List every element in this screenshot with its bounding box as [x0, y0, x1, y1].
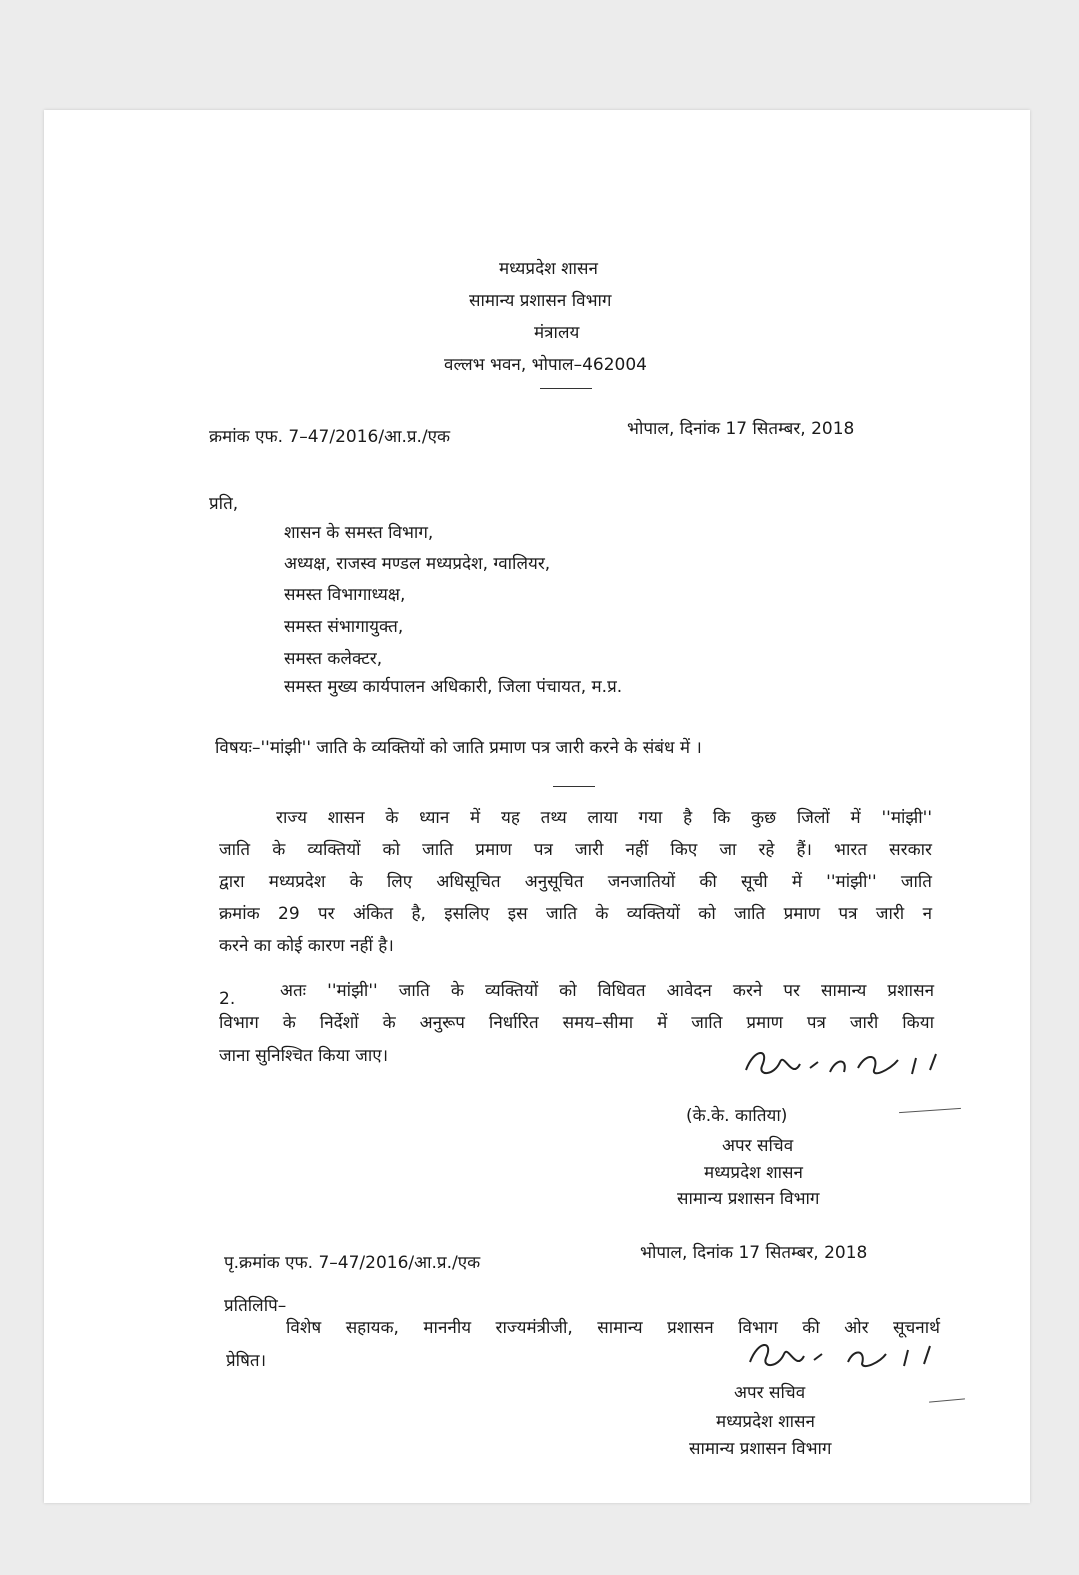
handwritten-signature-2 — [744, 1332, 944, 1389]
subject-divider — [553, 786, 595, 787]
paragraph1-line3: द्वारा मध्यप्रदेश के लिए अधिसूचित अनुसूचित जनजातियों की सूची में ''मांझी'' जाति — [219, 872, 932, 892]
paragraph1-line4: क्रमांक 29 पर अंकित है, इसलिए इस जाति के व्यक्तियों को जाति प्रमाण पत्र जारी न — [219, 904, 932, 924]
endorsement-number: पृ.क्रमांक एफ. 7–47/2016/आ.प्र./एक — [224, 1253, 481, 1273]
paragraph1-line5: करने का कोई कारण नहीं है। — [219, 936, 394, 956]
copy-label: प्रतिलिपि– — [224, 1296, 287, 1316]
signature-stroke-2 — [929, 1398, 965, 1402]
paragraph2-line1: अतः ''मांझी'' जाति के व्यक्तियों को विधिवत आवेदन करने पर सामान्य प्रशासन — [280, 981, 934, 1001]
reference-number: क्रमांक एफ. 7–47/2016/आ.प्र./एक — [209, 427, 451, 447]
endorsement-place-date: भोपाल, दिनांक 17 सितम्बर, 2018 — [640, 1243, 868, 1263]
document-page — [44, 110, 1030, 1503]
recipient-1: शासन के समस्त विभाग, — [284, 523, 434, 543]
paragraph2-line2: विभाग के निर्देशों के अनुरूप निर्धारित समय–सीमा में जाति प्रमाण पत्र जारी किया — [219, 1013, 934, 1033]
signature-stroke — [899, 1108, 961, 1113]
to-label: प्रति, — [209, 494, 239, 514]
signatory2-government: मध्यप्रदेश शासन — [716, 1412, 815, 1432]
recipient-5: समस्त कलेक्टर, — [284, 649, 383, 669]
copy-line1: विशेष सहायक, माननीय राज्यमंत्रीजी, सामान्य प्रशासन विभाग की ओर सूचनार्थ — [286, 1318, 940, 1338]
letterhead-address: वल्लभ भवन, भोपाल–462004 — [444, 355, 647, 375]
letterhead-office: मंत्रालय — [534, 323, 580, 343]
letterhead-divider — [540, 388, 592, 389]
recipient-6: समस्त मुख्य कार्यपालन अधिकारी, जिला पंचायत, म.प्र. — [284, 677, 623, 697]
signatory-government: मध्यप्रदेश शासन — [704, 1163, 803, 1183]
subject-line: विषयः–''मांझी'' जाति के व्यक्तियों को जाति प्रमाण पत्र जारी करने के संबंध में । — [215, 738, 702, 758]
signatory2-designation: अपर सचिव — [734, 1383, 806, 1403]
letterhead-government: मध्यप्रदेश शासन — [499, 259, 598, 279]
signatory-name: (के.के. कातिया) — [686, 1106, 788, 1126]
paragraph1-line1: राज्य शासन के ध्यान में यह तथ्य लाया गया है कि कुछ जिलों में ''मांझी'' — [276, 808, 932, 828]
signatory-department: सामान्य प्रशासन विभाग — [677, 1189, 820, 1209]
letterhead-department: सामान्य प्रशासन विभाग — [469, 291, 612, 311]
recipient-3: समस्त विभागाध्यक्ष, — [284, 585, 406, 605]
paragraph2-line3: जाना सुनिश्चित किया जाए। — [219, 1046, 389, 1066]
signatory-designation: अपर सचिव — [722, 1136, 794, 1156]
paragraph2-number: 2. — [219, 989, 236, 1009]
paragraph1-line2: जाति के व्यक्तियों को जाति प्रमाण पत्र जारी नहीं किए जा रहे हैं। भारत सरकार — [219, 840, 932, 860]
handwritten-signature-1 — [740, 1040, 950, 1097]
reference-place-date: भोपाल, दिनांक 17 सितम्बर, 2018 — [627, 419, 855, 439]
copy-line2: प्रेषित। — [226, 1351, 267, 1371]
recipient-2: अध्यक्ष, राजस्व मण्डल मध्यप्रदेश, ग्वालियर, — [284, 554, 551, 574]
recipient-4: समस्त संभागायुक्त, — [284, 617, 404, 637]
signatory2-department: सामान्य प्रशासन विभाग — [689, 1439, 832, 1459]
